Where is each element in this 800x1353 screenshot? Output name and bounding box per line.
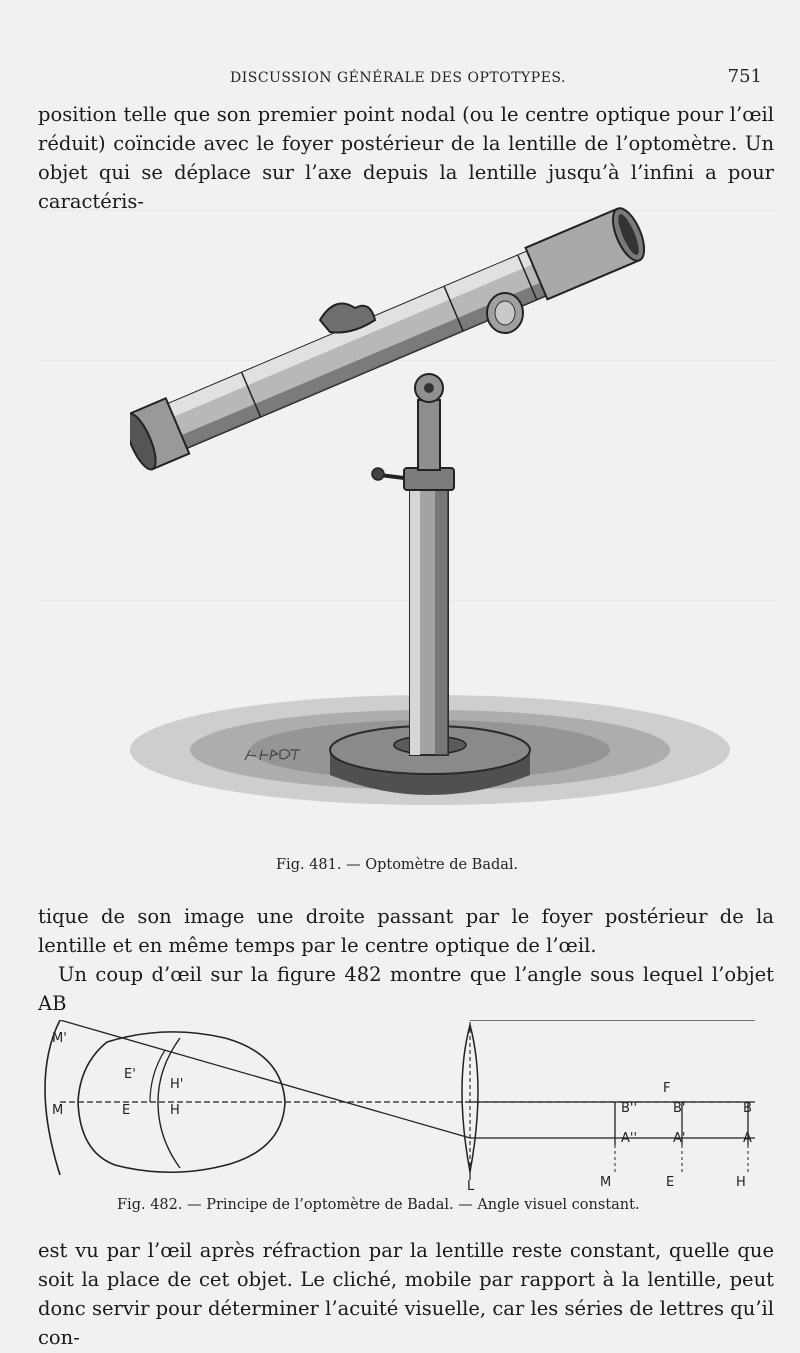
badal-principle-diagram xyxy=(40,1020,780,1195)
label-e-prime: E' xyxy=(124,1067,136,1082)
label-m: M xyxy=(52,1103,64,1118)
label-h-bottom: H xyxy=(736,1175,746,1190)
label-b-prime: B' xyxy=(673,1101,686,1116)
badal-optometer-illustration xyxy=(130,190,790,840)
label-e: E xyxy=(122,1103,131,1118)
paragraph-middle-part-2: Un coup d’œil sur la figure 482 montre que l’angle sous lequel l’objet AB xyxy=(38,963,774,1015)
label-f: F xyxy=(663,1081,671,1096)
paragraph-top: position telle que son premier point nodal (ou le centre optique pour l’œil réduit) coïncide avec le foyer postérieur de la lentille de l’optomètre. Un objet qui se déplace sur l’axe depuis la lentille jusqu’à l’infini a pour caractéris- xyxy=(38,103,774,213)
label-a-prime: A' xyxy=(673,1131,686,1146)
label-l: L xyxy=(467,1179,475,1194)
figure-481-caption: Fig. 481. — Optomètre de Badal. xyxy=(276,857,519,873)
running-head: DISCUSSION GÉNÉRALE DES OPTOTYPES. xyxy=(230,70,566,86)
paragraph-middle-part-1: tique de son image une droite passant par le foyer postérieur de la lentille et en même temps par le centre optique de l’œil. xyxy=(38,905,774,957)
label-m-bottom: M xyxy=(600,1175,612,1190)
label-b-double-prime: B'' xyxy=(621,1101,638,1116)
figure-482-caption: Fig. 482. — Principe de l’optomètre de Badal. — Angle visuel constant. xyxy=(117,1197,640,1213)
paragraph-middle xyxy=(38,902,774,1018)
label-h: H xyxy=(170,1103,180,1118)
label-b: B xyxy=(743,1101,752,1116)
label-a-double-prime: A'' xyxy=(621,1131,638,1146)
page-number: 751 xyxy=(727,66,762,87)
label-m-prime: M' xyxy=(52,1031,67,1046)
label-a: A xyxy=(743,1131,752,1146)
paragraph-bottom: est vu par l’œil après réfraction par la lentille reste constant, quelle que soit la place de cet objet. Le cliché, mobile par rapport à la lentille, peut donc servir pour déterminer l’acuité visuelle, car les séries de lettres qu’il con- xyxy=(38,1239,774,1349)
label-h-prime: H' xyxy=(170,1077,184,1092)
label-e-bottom: E xyxy=(666,1175,675,1190)
